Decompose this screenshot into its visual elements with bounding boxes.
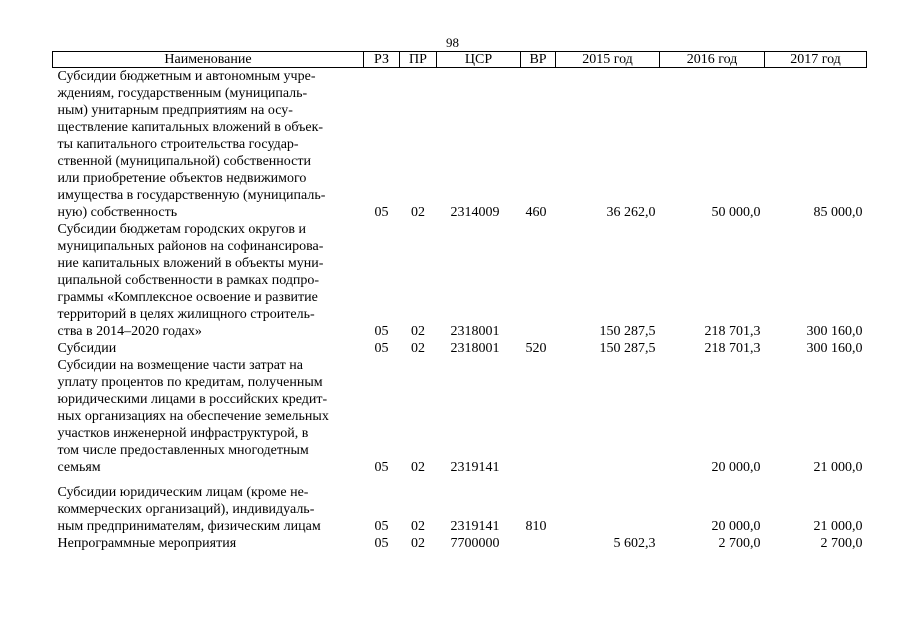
row-csr: 2319141 xyxy=(450,519,500,534)
row-2017: 2 700,0 xyxy=(820,536,863,551)
row-rz: 05 xyxy=(374,460,389,475)
row-name: Субсидии бюджетам городских округов и муниципальных районов на софинансирова- ние капитальных вложений в объекты муни- ципальной собственности в рамках подпро- граммы «Комплексное освоение и развитие территорий в целях жилищного строитель- ства в 2014–2020 годах» xyxy=(57,222,324,339)
row-2017: 300 160,0 xyxy=(806,341,863,356)
row-vr xyxy=(521,357,556,476)
table-row xyxy=(53,484,867,535)
page-number: 98 xyxy=(446,35,459,50)
row-name: Субсидии бюджетным и автономным учре- ждениям, государственным (муниципаль- ным) унитарным предприятиям на осу- ществление капитальных вложений в объек- ты капитального строительства государ- ственной (муниципальной) собственности или приобретение объектов недвижимого имущества в государственную (муниципаль- ную) собственность xyxy=(57,69,326,220)
row-vr: 520 xyxy=(525,341,547,356)
row-2015: 36 262,0 xyxy=(606,205,656,220)
row-rz: 05 xyxy=(374,324,389,339)
row-csr: 7700000 xyxy=(450,536,500,551)
row-2015 xyxy=(556,484,660,535)
row-csr: 2314009 xyxy=(450,205,500,220)
row-name: Субсидии xyxy=(57,341,117,356)
header-2017: 2017 год xyxy=(765,52,867,68)
header-2016: 2016 год xyxy=(660,52,765,68)
row-pr: 02 xyxy=(411,341,425,356)
table-row xyxy=(53,221,867,340)
row-pr: 02 xyxy=(411,324,425,339)
row-2017: 300 160,0 xyxy=(806,324,863,339)
table-row xyxy=(53,340,867,357)
row-pr: 02 xyxy=(411,536,425,551)
row-2017: 21 000,0 xyxy=(813,460,863,475)
row-csr: 2319141 xyxy=(450,460,500,475)
row-name: Непрограммные мероприятия xyxy=(57,536,237,551)
row-rz: 05 xyxy=(374,536,389,551)
row-2015 xyxy=(556,357,660,476)
header-2015: 2015 год xyxy=(556,52,660,68)
budget-table xyxy=(52,51,867,552)
row-spacer xyxy=(53,476,867,484)
header-rz: РЗ xyxy=(364,52,400,68)
row-2016: 20 000,0 xyxy=(711,460,761,475)
table-header-row xyxy=(53,52,867,68)
row-pr: 02 xyxy=(411,519,425,534)
row-pr: 02 xyxy=(411,460,425,475)
row-2016: 2 700,0 xyxy=(718,536,761,551)
row-pr: 02 xyxy=(411,205,425,220)
header-name: Наименование xyxy=(53,52,364,68)
row-rz: 05 xyxy=(374,519,389,534)
row-rz: 05 xyxy=(374,341,389,356)
row-name: Субсидии юридическим лицам (кроме не- коммерческих организаций), индивидуаль- ным предпринимателям, физическим лицам xyxy=(57,485,321,534)
row-2016: 218 701,3 xyxy=(704,341,761,356)
row-vr xyxy=(521,221,556,340)
row-2015: 150 287,5 xyxy=(599,324,656,339)
row-vr xyxy=(521,535,556,552)
row-rz: 05 xyxy=(374,205,389,220)
header-csr: ЦСР xyxy=(437,52,521,68)
table-row xyxy=(53,357,867,476)
row-csr: 2318001 xyxy=(450,341,500,356)
row-2015: 5 602,3 xyxy=(613,536,656,551)
row-vr: 460 xyxy=(525,205,547,220)
table-row xyxy=(53,68,867,222)
row-2015: 150 287,5 xyxy=(599,341,656,356)
row-2016: 50 000,0 xyxy=(711,205,761,220)
row-2016: 20 000,0 xyxy=(711,519,761,534)
row-2016: 218 701,3 xyxy=(704,324,761,339)
header-pr: ПР xyxy=(400,52,437,68)
row-csr: 2318001 xyxy=(450,324,500,339)
table-row xyxy=(53,535,867,552)
header-vr: ВР xyxy=(521,52,556,68)
row-name: Субсидии на возмещение части затрат на уплату процентов по кредитам, полученным юридическими лицами в российских кредит- ных организациях на обеспечение земельных участков инженерной инфраструктурой, в том числе предоставленных многодетным семьям xyxy=(57,358,329,475)
row-vr: 810 xyxy=(525,519,547,534)
row-2017: 85 000,0 xyxy=(813,205,863,220)
row-2017: 21 000,0 xyxy=(813,519,863,534)
